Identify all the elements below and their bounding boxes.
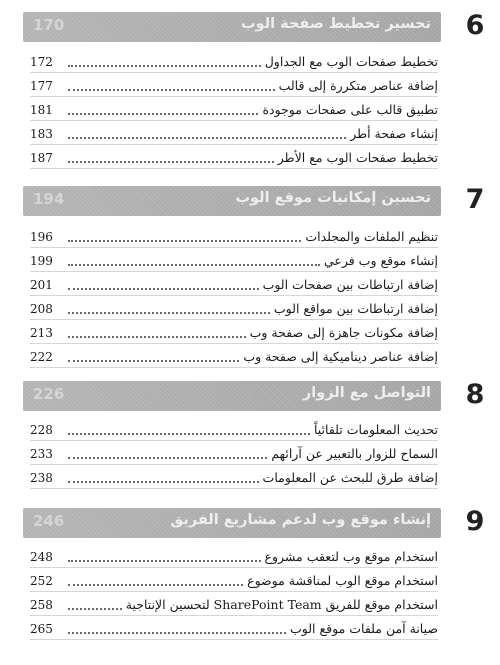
toc-entry[interactable] bbox=[30, 98, 438, 121]
chapter-title: إنشاء موقع وب لدعم مشاريع الفريق bbox=[170, 512, 431, 528]
entry-page: 181 bbox=[30, 103, 53, 117]
dot-leader bbox=[68, 263, 320, 266]
entry-title: إضافة طرق للبحث عن المعلومات bbox=[262, 470, 438, 485]
entry-title: استخدام موقع وب لتعقب مشروع bbox=[264, 549, 438, 564]
toc-entry[interactable] bbox=[30, 122, 438, 145]
entry-page: 199 bbox=[30, 254, 53, 268]
dot-leader bbox=[68, 607, 122, 610]
toc-entry[interactable] bbox=[30, 593, 438, 616]
entry-page: 233 bbox=[30, 447, 53, 461]
entry-page: 228 bbox=[30, 423, 53, 437]
toc-entry[interactable] bbox=[30, 345, 438, 368]
entry-title: تطبيق قالب على صفحات موجودة bbox=[262, 102, 438, 117]
entry-page: 248 bbox=[30, 550, 53, 564]
toc-entry[interactable] bbox=[30, 545, 438, 568]
entry-page: 187 bbox=[30, 151, 53, 165]
toc-entry[interactable] bbox=[30, 146, 438, 169]
dot-leader bbox=[68, 631, 286, 634]
entry-title: إضافة ارتباطات بين صفحات الوب bbox=[262, 277, 438, 292]
toc-entry[interactable] bbox=[30, 569, 438, 592]
toc-entry[interactable] bbox=[30, 249, 438, 272]
dot-leader bbox=[68, 359, 239, 362]
entry-title: إنشاء صفحة أطر bbox=[350, 126, 438, 141]
toc-entry[interactable] bbox=[30, 74, 438, 97]
entry-title: إنشاء موقع وب فرعي bbox=[323, 253, 438, 268]
toc-entry[interactable] bbox=[30, 321, 438, 344]
entry-page: 196 bbox=[30, 230, 53, 244]
dot-leader bbox=[68, 136, 346, 139]
dot-leader bbox=[68, 335, 246, 338]
toc-entry[interactable] bbox=[30, 442, 438, 465]
dot-leader bbox=[68, 311, 270, 314]
chapter-page: 170 bbox=[33, 16, 65, 34]
dot-leader bbox=[68, 432, 310, 435]
toc-entry[interactable] bbox=[30, 418, 438, 441]
dot-leader bbox=[68, 64, 261, 67]
entry-title: صيانة آمن ملفات موقع الوب bbox=[290, 621, 438, 636]
chapter-title: التواصل مع الزوار bbox=[302, 385, 431, 401]
entry-page: 213 bbox=[30, 326, 53, 340]
entry-title: استخدام موقع الوب لمناقشة موضوع bbox=[247, 573, 438, 588]
chapter-header-bar bbox=[23, 508, 441, 538]
chapter-page: 246 bbox=[33, 512, 65, 530]
entry-title: تحديث المعلومات تلقائياً bbox=[313, 422, 438, 437]
entry-title: تنظيم الملفات والمجلدات bbox=[305, 229, 438, 244]
toc-entry[interactable] bbox=[30, 617, 438, 640]
chapter-header-bar bbox=[23, 186, 441, 216]
toc-entry[interactable] bbox=[30, 225, 438, 248]
entry-title: تخطيط صفحات الوب مع الأطر bbox=[277, 150, 438, 165]
chapter-page: 194 bbox=[33, 190, 65, 208]
dot-leader bbox=[68, 287, 259, 290]
entry-page: 177 bbox=[30, 79, 53, 93]
entry-page: 208 bbox=[30, 302, 53, 316]
toc-entry[interactable] bbox=[30, 50, 438, 73]
entry-page: 172 bbox=[30, 55, 53, 69]
entry-title: السماح للزوار بالتعبير عن آرائهم bbox=[271, 446, 438, 461]
chapter-title: تحسير تخطيط صفحة الوب bbox=[241, 16, 431, 32]
entry-page: 265 bbox=[30, 622, 53, 636]
entry-page: 252 bbox=[30, 574, 53, 588]
chapter-page: 226 bbox=[33, 385, 65, 403]
dot-leader bbox=[68, 239, 301, 242]
entry-page: 201 bbox=[30, 278, 53, 292]
entry-title: إضافة عناصر متكررة إلى قالب bbox=[278, 78, 438, 93]
entry-page: 222 bbox=[30, 350, 53, 364]
entry-page: 258 bbox=[30, 598, 53, 612]
chapter-number: 9 bbox=[465, 506, 485, 537]
dot-leader bbox=[68, 160, 274, 163]
entry-title: استخدام موقع للفريق SharePoint Team لتحسين الإنتاجية bbox=[125, 597, 438, 612]
entry-title: تخطيط صفحات الوب مع الجداول bbox=[264, 54, 438, 69]
dot-leader bbox=[68, 559, 261, 562]
chapter-number: 6 bbox=[465, 10, 485, 41]
chapter-number: 8 bbox=[465, 379, 485, 410]
entry-title: إضافة مكونات جاهزة إلى صفحة وب bbox=[249, 325, 438, 340]
dot-leader bbox=[68, 88, 275, 91]
toc-entry[interactable] bbox=[30, 466, 438, 489]
chapter-header-bar bbox=[23, 381, 441, 411]
entry-page: 183 bbox=[30, 127, 53, 141]
entry-title: إضافة عناصر ديناميكية إلى صفحة وب bbox=[243, 349, 438, 364]
entry-page: 238 bbox=[30, 471, 53, 485]
dot-leader bbox=[68, 112, 258, 115]
dot-leader bbox=[68, 456, 267, 459]
toc-entry[interactable] bbox=[30, 273, 438, 296]
dot-leader bbox=[68, 583, 243, 586]
chapter-title: تحسين إمكانيات موقع الوب bbox=[235, 190, 431, 206]
toc-entry[interactable] bbox=[30, 297, 438, 320]
dot-leader bbox=[68, 480, 259, 483]
chapter-number: 7 bbox=[465, 184, 485, 215]
entry-title: إضافة ارتباطات بين مواقع الوب bbox=[273, 301, 438, 316]
chapter-header-bar bbox=[23, 12, 441, 42]
